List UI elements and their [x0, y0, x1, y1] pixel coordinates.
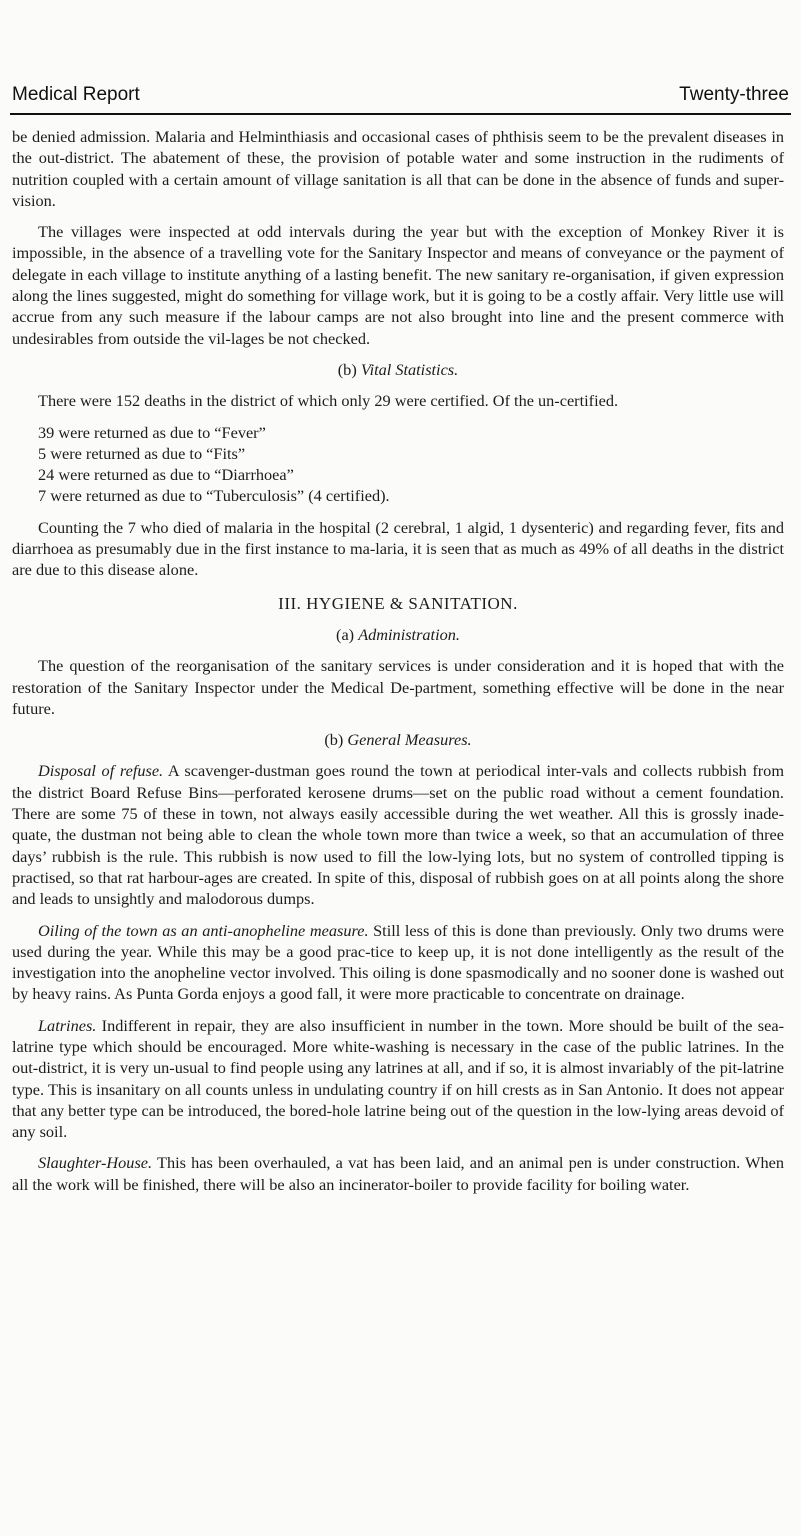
subheading-vital-statistics [12, 359, 784, 380]
run-in-heading: Oiling of the town as an anti-anopheline measure. [38, 920, 369, 940]
page-body [12, 126, 784, 1205]
paragraph-refuse [12, 760, 784, 909]
run-in-heading: Slaughter-House. [38, 1153, 153, 1173]
paragraph-malaria-share: Counting the 7 who died of malaria in the hospital (2 cerebral, 1 algid, 1 dysenteric) and regarding fever, fits and diarrhoea as presumably due in the first instance to ma-laria, it is seen that as much as 49% of all deaths in the district are due to this disease alone. [12, 517, 784, 580]
subheading-label: (a) [336, 624, 355, 644]
list-item: 7 were returned as due to “Tuberculosis” (4 certified). [38, 486, 390, 506]
death-causes-list [12, 422, 784, 507]
paragraph-text: Still less of this is done than previously. Only two drums were used during the year. While this may be a good prac-tice to keep up, it is not done intelligently as the result of the investigation into the anopheline vector involved. This oiling is done spasmodically and no sooner done is washed out by heavy rains. As Punta Gorda enjoys a good fall, it were more practicable to concentrate on drainage. [12, 920, 784, 1004]
subheading-label: (b) [337, 359, 357, 379]
list-item: 24 were returned as due to “Diarrhoea” [38, 465, 294, 485]
subheading-title: Vital Statistics. [360, 359, 459, 379]
list-item: 39 were returned as due to “Fever” [38, 422, 266, 442]
paragraph-oiling [12, 920, 784, 1005]
paragraph-text: A scavenger-dustman goes round the town at periodical inter-vals and collects rubbish from the district Board Refuse Bins—perforated kerosene drums—set on the public road without a cement foundation. There are some 75 of these in town, not always easily accessible during the wet weather. All this is grossly inade-quate, the dustman not being able to clean the whole town more than twice a week, so that an accumulation of three days’ rubbish is the rule. This rubbish is now used to fill the low-lying lots, but no system of controlled tipping is practised, so that rat harbour-ages are created. In spite of this, disposal of rubbish goes on at all points along the shore and leads to unsightly and malodorous dumps. [12, 761, 784, 909]
running-title: Medical Report [12, 84, 140, 105]
paragraph-text: Indifferent in repair, they are also insufficient in number in the town. More should be built of the sea-latrine type which should be encouraged. More white-washing is necessary in the case of the public latrines. In the out-district, it is very un-usual to find people using any latrines at all, and if so, it is almost invariably of the pit-latrine type. This is insanitary on all counts unless in undulating country if on hill crests as in San Antonio. It does not appear that any better type can be introduced, the bored-hole latrine being out of the question in the low-lying areas devoid of any soil. [12, 1015, 784, 1142]
subheading-label: (b) [324, 730, 344, 750]
list-item: 5 were returned as due to “Fits” [38, 443, 246, 463]
paragraph-slaughter-house [12, 1152, 784, 1195]
paragraph-continuation: be denied admission. Malaria and Helminthiasis and occasional cases of phthisis seem to be the prevalent diseases in the out-district. The abatement of these, the provision of potable water and some instruction in the rudiments of nutrition coupled with a certain amount of village sanitation is all that can be done in the absence of funds and super-vision. [12, 127, 784, 210]
header-rule [10, 113, 791, 115]
paragraph-deaths: There were 152 deaths in the district of which only 29 were certified. Of the un-certified. [38, 391, 619, 411]
section-heading-hygiene: III. HYGIENE & SANITATION. [278, 593, 518, 613]
run-in-heading: Disposal of refuse. [38, 761, 164, 781]
page-header [12, 84, 789, 114]
subheading-title: General Measures. [347, 730, 472, 750]
paragraph-reorganisation: The question of the reorganisation of the sanitary services is under consideration and it is hoped that with the restoration of the Sanitary Inspector under the Medical De-partment, something effective will be done in the near future. [12, 656, 784, 718]
paragraph-latrines [12, 1015, 784, 1143]
run-in-heading: Latrines. [38, 1015, 97, 1035]
subheading-general-measures [12, 729, 784, 750]
subheading-administration [12, 624, 784, 645]
page-number: Twenty-three [679, 84, 789, 105]
subheading-title: Administration. [358, 624, 460, 644]
paragraph-text: This has been overhauled, a vat has been laid, and an animal pen is under construction. When all the work will be finished, there will be also an incinerator-boiler to provide facility for boiling water. [12, 1153, 784, 1194]
paragraph-villages: The villages were inspected at odd intervals during the year but with the exception of Monkey River it is impossible, in the absence of a travelling vote for the Sanitary Inspector and means of conveyance or the payment of delegate in each village to institute anything of a lasting benefit. The new sanitary re-organisation, if given expression along the lines suggested, might do something for village work, but it is going to be a costly affair. Very little use will accrue from any such measure if the labour camps are not also brought into line and the present commerce with undesirables from outside the vil-lages be not checked. [12, 222, 784, 348]
